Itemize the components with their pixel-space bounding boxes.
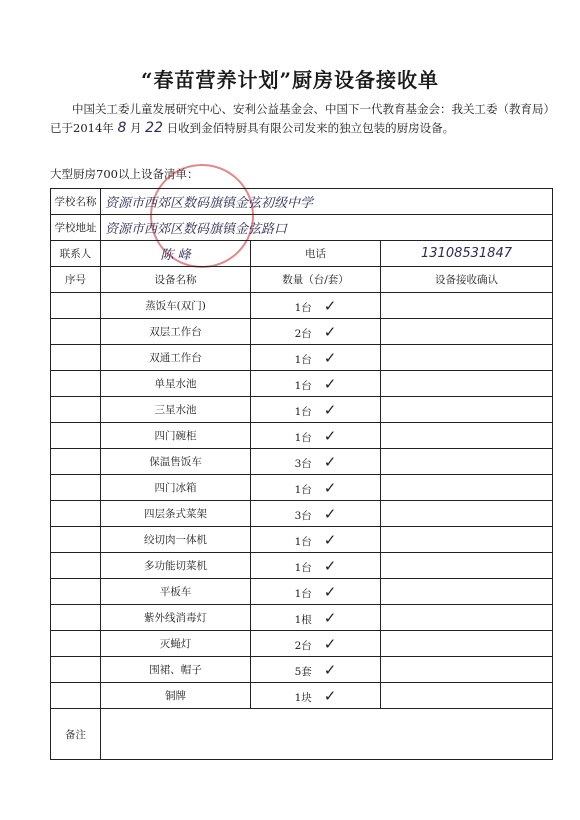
item-qty-text: 2台 xyxy=(294,639,312,652)
item-qty-text: 1台 xyxy=(294,561,312,574)
item-qty xyxy=(251,553,381,579)
item-name: 四门碗柜 xyxy=(101,423,251,449)
contact-label: 联系人 xyxy=(51,241,101,267)
item-name: 多功能切菜机 xyxy=(101,553,251,579)
item-no xyxy=(51,423,101,449)
item-name: 单星水池 xyxy=(101,371,251,397)
item-name: 紫外线消毒灯 xyxy=(101,605,251,631)
item-qty-text: 1台 xyxy=(294,301,312,314)
item-qty-text: 1台 xyxy=(294,587,312,600)
item-qty xyxy=(251,657,381,683)
item-name: 绞切肉一体机 xyxy=(101,527,251,553)
item-confirm xyxy=(381,605,553,631)
item-qty-text: 1台 xyxy=(294,379,312,392)
item-name: 铜牌 xyxy=(101,683,251,709)
table-row xyxy=(51,501,553,527)
table-row xyxy=(51,293,553,319)
item-qty-text: 1台 xyxy=(294,431,312,444)
item-confirm xyxy=(381,683,553,709)
checkmark-icon: ✓ xyxy=(323,582,337,601)
intro-month: 8 xyxy=(117,120,127,136)
item-qty-text: 1台 xyxy=(294,535,312,548)
item-confirm xyxy=(381,475,553,501)
item-no xyxy=(51,631,101,657)
item-qty xyxy=(251,397,381,423)
note-label: 备注 xyxy=(51,709,101,760)
item-name: 平板车 xyxy=(101,579,251,605)
item-qty xyxy=(251,371,381,397)
item-name: 保温售饭车 xyxy=(101,449,251,475)
item-no xyxy=(51,605,101,631)
checkmark-icon: ✓ xyxy=(323,686,337,705)
header-qty: 数量（台/套） xyxy=(251,267,381,293)
item-no xyxy=(51,319,101,345)
item-name: 围裙、帽子 xyxy=(101,657,251,683)
note-value xyxy=(101,709,553,760)
table-row xyxy=(51,579,553,605)
header-name: 设备名称 xyxy=(101,267,251,293)
checkmark-icon: ✓ xyxy=(323,608,337,627)
item-no xyxy=(51,553,101,579)
table-row xyxy=(51,371,553,397)
item-name: 双通工作台 xyxy=(101,345,251,371)
item-qty xyxy=(251,449,381,475)
intro-paragraph xyxy=(50,100,550,138)
item-qty-text: 1台 xyxy=(294,405,312,418)
intro-day: 22 xyxy=(145,120,163,136)
item-qty-text: 3台 xyxy=(294,457,312,470)
page-title: “春苗营养计划”厨房设备接收单 xyxy=(140,68,439,92)
checkmark-icon: ✓ xyxy=(323,504,337,523)
item-confirm xyxy=(381,345,553,371)
intro-text-after: 日收到金佰特厨具有限公司发来的独立包装的厨房设备。 xyxy=(166,121,455,135)
item-qty-text: 1根 xyxy=(294,613,312,626)
item-confirm xyxy=(381,631,553,657)
checkmark-icon: ✓ xyxy=(323,348,337,367)
table-row xyxy=(51,345,553,371)
table-row xyxy=(51,605,553,631)
item-qty xyxy=(251,293,381,319)
item-no xyxy=(51,579,101,605)
header-confirm: 设备接收确认 xyxy=(381,267,553,293)
item-qty xyxy=(251,319,381,345)
table-row xyxy=(51,683,553,709)
item-no xyxy=(51,397,101,423)
item-confirm xyxy=(381,657,553,683)
item-qty xyxy=(251,501,381,527)
item-qty xyxy=(251,475,381,501)
phone-value: 13108531847 xyxy=(381,241,553,267)
contact-value: 陈 峰 xyxy=(101,241,251,267)
item-qty-text: 3台 xyxy=(294,509,312,522)
item-qty xyxy=(251,579,381,605)
item-no xyxy=(51,657,101,683)
table-row xyxy=(51,475,553,501)
checkmark-icon: ✓ xyxy=(323,452,337,471)
item-qty-text: 1台 xyxy=(294,353,312,366)
item-no xyxy=(51,683,101,709)
item-qty xyxy=(251,345,381,371)
school-address-label: 学校地址 xyxy=(51,215,101,241)
checkmark-icon: ✓ xyxy=(323,634,337,653)
checkmark-icon: ✓ xyxy=(323,296,337,315)
intro-month-label: 月 xyxy=(130,121,142,135)
checkmark-icon: ✓ xyxy=(323,374,337,393)
item-name: 四门冰箱 xyxy=(101,475,251,501)
item-no xyxy=(51,527,101,553)
item-confirm xyxy=(381,527,553,553)
item-no xyxy=(51,449,101,475)
item-confirm xyxy=(381,397,553,423)
item-no xyxy=(51,501,101,527)
item-qty xyxy=(251,683,381,709)
contact-row xyxy=(51,241,553,267)
item-qty xyxy=(251,605,381,631)
item-no xyxy=(51,475,101,501)
item-confirm xyxy=(381,371,553,397)
header-row xyxy=(51,267,553,293)
item-no xyxy=(51,371,101,397)
header-no: 序号 xyxy=(51,267,101,293)
item-no xyxy=(51,345,101,371)
item-name: 蒸饭车(双门) xyxy=(101,293,251,319)
table-row xyxy=(51,423,553,449)
item-confirm xyxy=(381,553,553,579)
table-row xyxy=(51,631,553,657)
table-row xyxy=(51,527,553,553)
checkmark-icon: ✓ xyxy=(323,322,337,341)
school-address-value: 资源市西郊区数码旗镇金弦路口 xyxy=(101,215,553,241)
intro-text-before: 中国关工委儿童发展研究中心、安利公益基金会、中国下一代教育基金会：我关工委（教育局）已于2014年 xyxy=(50,102,550,135)
checkmark-icon: ✓ xyxy=(323,556,337,575)
checkmark-icon: ✓ xyxy=(323,530,337,549)
table-row xyxy=(51,657,553,683)
item-confirm xyxy=(381,423,553,449)
checkmark-icon: ✓ xyxy=(323,478,337,497)
item-confirm xyxy=(381,293,553,319)
item-confirm xyxy=(381,579,553,605)
item-name: 双层工作台 xyxy=(101,319,251,345)
item-confirm xyxy=(381,319,553,345)
note-row xyxy=(51,709,553,760)
item-confirm xyxy=(381,449,553,475)
item-qty xyxy=(251,423,381,449)
equipment-table xyxy=(50,188,553,760)
item-qty xyxy=(251,631,381,657)
table-row xyxy=(51,397,553,423)
item-confirm xyxy=(381,501,553,527)
table-row xyxy=(51,553,553,579)
item-no xyxy=(51,293,101,319)
checkmark-icon: ✓ xyxy=(323,400,337,419)
table-row xyxy=(51,449,553,475)
school-name-value: 资源市西郊区数码旗镇金弦初级中学 xyxy=(101,189,553,215)
item-qty-text: 5套 xyxy=(294,665,312,678)
item-qty-text: 1台 xyxy=(294,483,312,496)
checkmark-icon: ✓ xyxy=(323,660,337,679)
school-name-row xyxy=(51,189,553,215)
item-name: 四层条式菜架 xyxy=(101,501,251,527)
school-address-row xyxy=(51,215,553,241)
item-qty-text: 2台 xyxy=(294,327,312,340)
item-name: 三星水池 xyxy=(101,397,251,423)
phone-label: 电话 xyxy=(251,241,381,267)
item-qty-text: 1块 xyxy=(294,691,312,704)
section-title: 大型厨房700以上设备清单： xyxy=(50,167,199,181)
table-row xyxy=(51,319,553,345)
school-name-label: 学校名称 xyxy=(51,189,101,215)
checkmark-icon: ✓ xyxy=(323,426,337,445)
item-name: 灭蝇灯 xyxy=(101,631,251,657)
item-qty xyxy=(251,527,381,553)
